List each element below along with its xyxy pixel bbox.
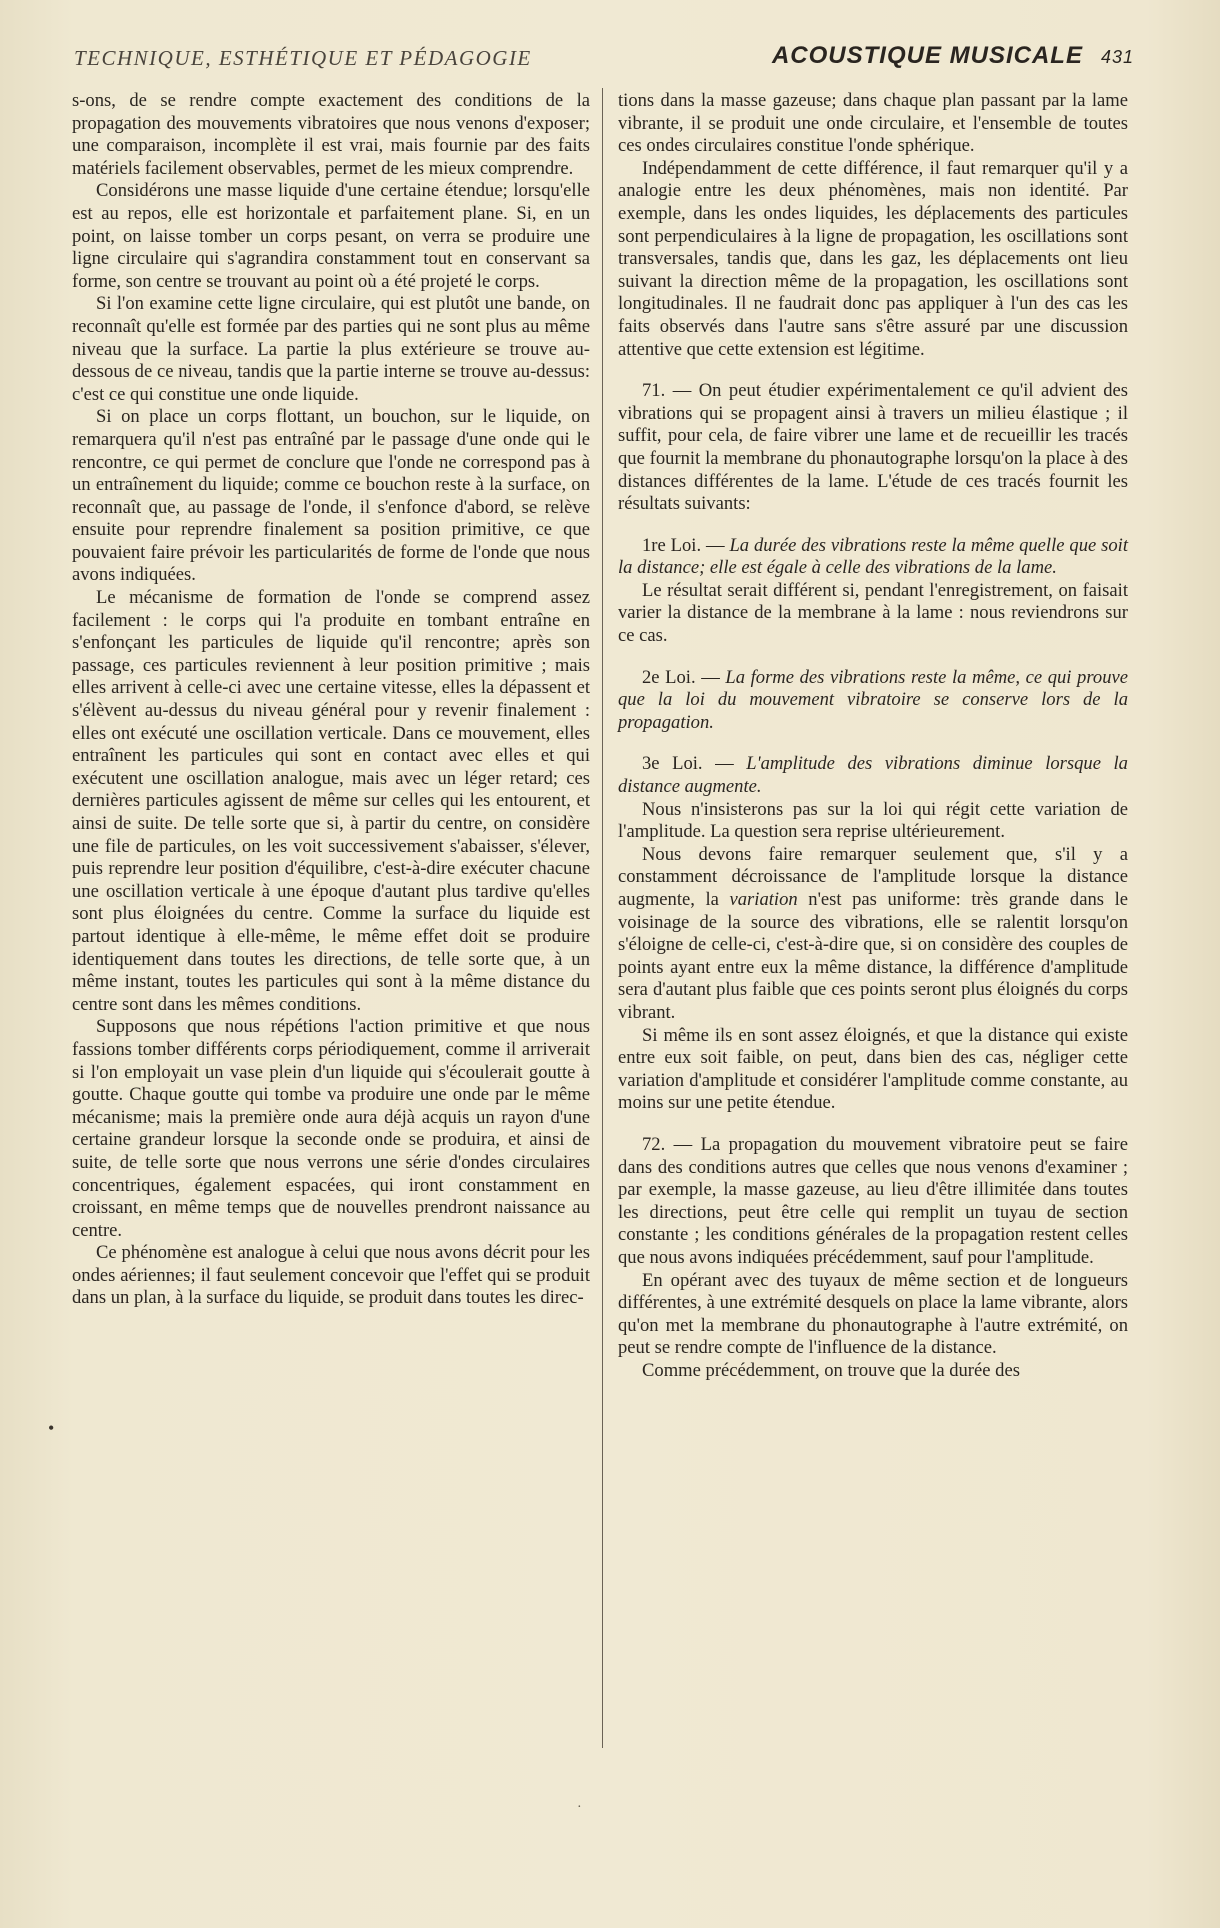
paragraph: En opérant avec des tuyaux de même section et de longueurs différentes, à une extrémité desquels on place la lame vibrante, alors qu'on met la membrane du phonautographe à l'autre extrémité, on peut se rendre compte de l'influence de la distance. [618,1269,1128,1359]
paragraph [618,844,1128,1025]
page-speck: · [577,1800,582,1815]
page-number: 431 [1100,47,1134,67]
paragraph: Supposons que nous répétions l'action primitive et que nous fassions tomber différents corps périodiquement, comme il arriverait si l'on employait un vase plein d'un liquide qui s'écoulerait goutte à goutte. Chaque goutte qui tombe va produire une onde par le même mécanisme; mais la première onde aura déjà acquis un rayon d'une certaine grandeur lorsque la seconde onde se produira, et ainsi de suite, de telle sorte que nous verrons une série d'ondes circulaires concentriques, également espacées, qui iront constamment en croissant, en même temps que de nouvelles prendront naissance au centre. [72,1016,590,1241]
paragraph: Le mécanisme de formation de l'onde se comprend assez facilement : le corps qui l'a produite en tombant entraîne en s'enfonçant les particules de liquide qu'il rencontre; après son passage, ces particules reviennent à leur position primitive ; mais elles arrivent à celle-ci avec une certaine vitesse, elles la dépassent et s'élèvent au-dessus du niveau général pour y revenir finalement : elles ont exécuté une oscillation verticale. Dans ce mouvement, elles entraînent les particules qui sont en contact avec elles et qui exécutent une oscillation analogue, mais avec un léger retard; ces dernières particules agissent de même sur celles qui les entourent, et ainsi de suite. De telle sorte que si, à partir du centre, on considère une file de particules, on les voit successivement s'abaisser, s'élever, puis reprendre leur position d'équilibre, c'est-à-dire exécuter chacune une oscillation verticale à une époque d'autant plus tardive qu'elles sont plus éloignées du centre. Comme la surface du liquide est partout identique à elle-même, le même effet doit se produire identiquement dans toutes les directions, de telle sorte que, à un même instant, toutes les particules qui sont à la même distance du centre sont dans les mêmes conditions. [72,587,590,1015]
paragraph: Ce phénomène est analogue à celui que nous avons décrit pour les ondes aériennes; il faut seulement concevoir que l'effet qui se produit dans un plan, à la surface du liquide, se produit dans toutes les direc- [72,1242,590,1309]
paragraph: Indépendamment de cette différence, il faut remarquer qu'il y a analogie entre les deux phénomènes, mais non identité. Par exemple, dans les ondes liquides, les déplacements des particules sont perpendiculaires à la ligne de propagation, les oscillations sont transversales, tandis que, dans les gaz, les déplacements ont lieu suivant la direction même de la propagation, les oscillations sont longitudinales. Il ne faudrait donc pas appliquer à l'un des cas les faits observés dans l'autre sans s'être assuré par une discussion attentive que cette extension est légitime. [618,157,1128,360]
law-2-text: La forme des vibrations reste la même, ce qui prouve que la loi du mouvement vibratoire se conserve lors de la propagation. [618,666,1128,733]
law-3-label: 3e Loi. — [642,753,734,775]
emphasis: variation [729,889,798,910]
text-run: Nous devons faire remarquer seulement que, s'il y a constamment décroissance de l'amplitude lorsque la distance augmente, la [618,843,1128,910]
column-divider [602,88,603,1748]
law-2 [618,667,1128,735]
law-2-label: 2e Loi. — [642,666,720,688]
paragraph: Comme précédemment, on trouve que la durée des [642,1359,1020,1381]
paragraph: s-ons, de se rendre compte exactement des conditions de la propagation des mouvements vibratoires que nous venons d'exposer; une comparaison, incomplète il est vrai, mais fournie par des faits matériels facilement observables, permet de les mieux comprendre. [72,90,590,179]
paragraph: Le résultat serait différent si, pendant l'enregistrement, on faisait varier la distance de la membrane à la lame : nous reviendrons sur ce cas. [618,579,1128,647]
text-run: n'est pas uniforme: très grande dans le voisinage de la source des vibrations, elle se ralentit lorsqu'on s'éloigne de celle-ci, c'est-à-dire que, si on considère des couples de points ayant entre eux la même distance, la différence d'amplitude sera d'autant plus faible que ces points seront plus éloignés du corps vibrant. [618,889,1129,1023]
paragraph: Si l'on examine cette ligne circulaire, qui est plutôt une bande, on reconnaît qu'elle est formée par des parties qui ne sont plus au même niveau que la surface. La partie la plus extérieure se trouve au-dessous de ce niveau, tandis que la partie interne se trouve au-dessus: c'est ce qui constitue une onde liquide. [72,293,590,405]
section-72: 72. — La propagation du mouvement vibratoire peut se faire dans des conditions autres que celles que nous venons d'examiner ; par exemple, la masse gazeuse, au lieu d'être illimitée dans toutes les directions, peut être celle qui remplit un tuyau de section constante ; les conditions générales de la propagation restent celles que nous avons indiquées précédemment, sauf pour l'amplitude. [618,1133,1128,1268]
header-right-title: ACOUSTIQUE MUSICALE [771,42,1083,69]
paragraph: Considérons une masse liquide d'une certaine étendue; lorsqu'elle est au repos, elle est horizontale et parfaitement plane. Si, en un point, on laisse tomber un corps pesant, on verra se produire une ligne circulaire qui s'agrandira constamment tout en conservant sa forme, son centre se trouvant au point où a été projeté le corps. [72,180,590,292]
left-column [72,90,590,1310]
header-right [772,42,1134,70]
law-1 [618,535,1128,580]
section-71: 71. — On peut étudier expérimentalement ce qu'il advient des vibrations qui se propagent ainsi à travers un milieu élastique ; il suffit, pour cela, de faire vibrer une lame et de recueillir les tracés que fournit la membrane du phonautographe lorsqu'on la place à des distances différentes de la lame. L'étude de ces tracés fournit les résultats suivants: [618,380,1128,515]
right-column [618,90,1128,1382]
running-header [74,42,1134,80]
header-left-title: TECHNIQUE, ESTHÉTIQUE ET PÉDAGOGIE [74,46,532,70]
law-1-label: 1re Loi. — [642,534,725,556]
law-3 [618,753,1128,798]
law-3-text: L'amplitude des vibrations diminue lorsque la distance augmente. [618,753,1128,798]
paragraph: Nous n'insisterons pas sur la loi qui régit cette variation de l'amplitude. La question sera reprise ultérieurement. [618,798,1128,843]
law-1-text: La durée des vibrations reste la même quelle que soit la distance; elle est égale à celle des vibrations de la lame. [618,534,1128,579]
paragraph: Si on place un corps flottant, un bouchon, sur le liquide, on remarquera qu'il n'est pas entraîné par le passage d'une onde qui le rencontre, ce qui permet de conclure que l'onde ne correspond pas à un entraînement du liquide; comme ce bouchon reste à la surface, on reconnaît que, au passage de l'onde, il s'enfonce d'abord, se relève ensuite pour reprendre finalement sa position primitive, ce que pouvaient faire prévoir les particularités de forme de l'onde que nous avons indiquées. [72,406,590,586]
margin-mark: • [48,1418,55,1438]
paragraph: Si même ils en sont assez éloignés, et que la distance qui existe entre eux soit faible, on peut, dans bien des cas, négliger cette variation d'amplitude et considérer l'amplitude comme constante, au moins sur une petite étendue. [618,1024,1128,1114]
paragraph: tions dans la masse gazeuse; dans chaque plan passant par la lame vibrante, il se produit une onde circulaire, et l'ensemble de toutes ces ondes circulaires constitue l'onde sphérique. [618,90,1128,157]
